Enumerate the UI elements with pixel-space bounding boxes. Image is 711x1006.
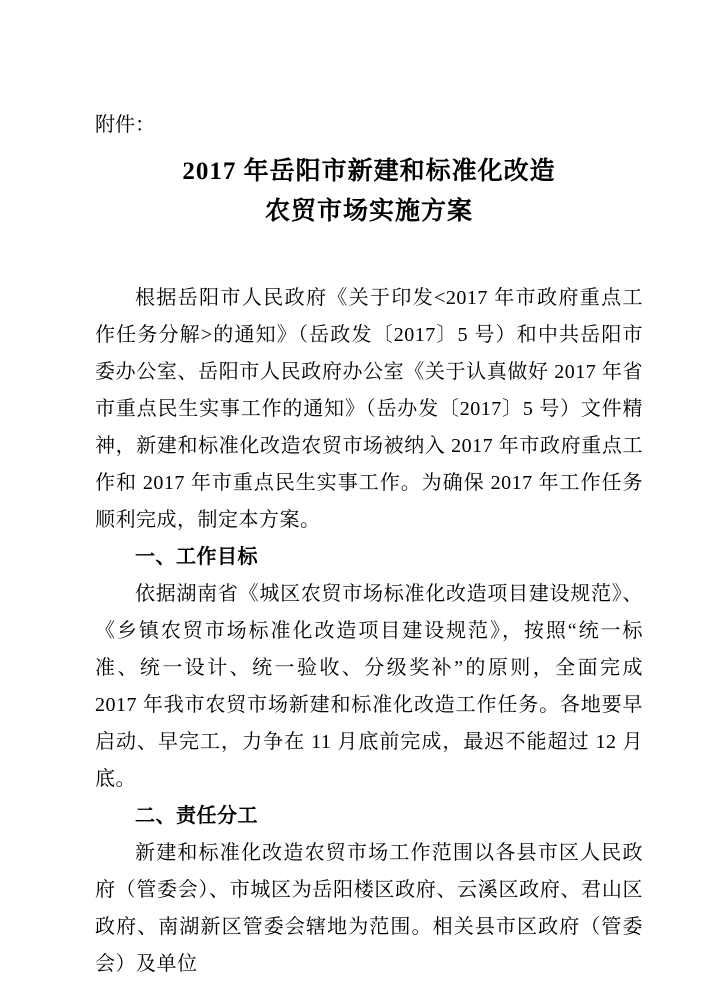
document-title-line-2: 农贸市场实施方案 — [264, 198, 473, 225]
document-title-line-1: 2017 年岳阳市新建和标准化改造 — [182, 158, 556, 185]
section-heading-responsibility: 二、责任分工 — [135, 805, 258, 827]
section-heading-work-goals: 一、工作目标 — [135, 546, 258, 568]
attachment-label: 附件： — [95, 114, 155, 136]
paragraph-intro: 根据岳阳市人民政府《关于印发<2017 年市政府重点工作任务分解>的通知》（岳政发〔2017〕5 号）和中共岳阳市委办公室、岳阳市人民政府办公室《关于认真做好 2017 年省市重点民生实事工作的通知》（岳办发〔2017〕5 号）文件精神，新建和标准化改造农贸市场被纳入 2017 年市政府重点工作和 2017 年市重点民生实事工作。为确保 2017 年工作任务顺利完成，制定本方案。 — [95, 287, 643, 531]
document-body — [95, 280, 643, 983]
paragraph-work-goals: 依据湖南省《城区农贸市场标准化改造项目建设规范》、《乡镇农贸市场标准化改造项目建设规范》，按照“统一标准、统一设计、统一验收、分级奖补”的原则，全面完成 2017 年我市农贸市场新建和标准化改造工作任务。各地要早启动、早完工，力争在 11 月底前完成，最迟不能超过 12 月底。 — [95, 583, 643, 790]
paragraph-responsibility: 新建和标准化改造农贸市场工作范围以各县市区人民政府（管委会）、市城区为岳阳楼区政府、云溪区政府、君山区政府、南湖新区管委会辖地为范围。相关县市区政府（管委会）及单位 — [95, 842, 643, 975]
document-title — [95, 152, 643, 232]
